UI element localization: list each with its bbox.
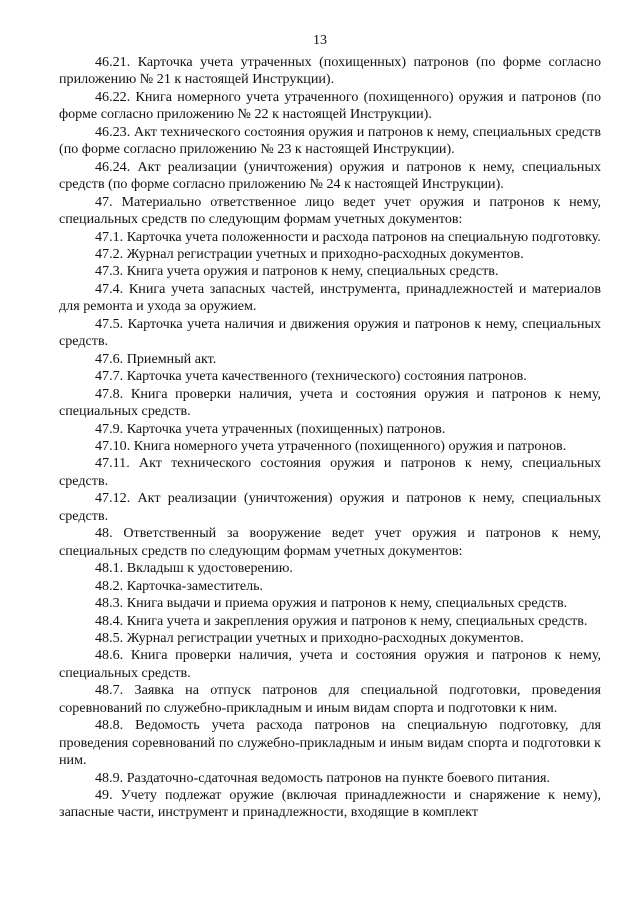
paragraph: 47.9. Карточка учета утраченных (похищенных) патронов. <box>95 420 446 437</box>
page-number: 13 <box>313 33 327 48</box>
paragraph: 47.11. Акт технического состояния оружия и патронов к нему, специальных средств. <box>59 455 601 489</box>
paragraph: 46.24. Акт реализации (уничтожения) оружия и патронов к нему, специальных средств (по форме согласно приложению № 24 к настоящей Инструкции). <box>59 158 601 193</box>
paragraph: 47.4. Книга учета запасных частей, инструмента, принадлежностей и материалов для ремонта и ухода за оружием. <box>59 280 601 315</box>
paragraph: 49. Учету подлежат оружие (включая принадлежности и снаряжение к нему), запасные части, инструмент и принадлежности, входящие в комплект <box>59 787 601 821</box>
paragraph: 48.8. Ведомость учета расхода патронов на специальную подготовку, для проведения соревнований по служебно-прикладным и иным видам спорта и подготовки к ним. <box>59 717 601 769</box>
paragraph: 48.4. Книга учета и закрепления оружия и патронов к нему, специальных средств. <box>95 612 588 629</box>
paragraph: 46.23. Акт технического состояния оружия и патронов к нему, специальных средств (по форме согласно приложению № 23 к настоящей Инструкции). <box>59 123 601 158</box>
paragraph: 48.3. Книга выдачи и приема оружия и патронов к нему, специальных средств. <box>95 595 568 612</box>
paragraph: 48.7. Заявка на отпуск патронов для специальной подготовки, проведения соревнований по служебно-прикладным и иным видам спорта и подготовки к ним. <box>59 682 601 716</box>
paragraph: 48.2. Карточка-заместитель. <box>95 577 264 594</box>
paragraph: 47.12. Акт реализации (уничтожения) оружия и патронов к нему, специальных средств. <box>59 490 601 524</box>
paragraph: 47.7. Карточка учета качественного (технического) состояния патронов. <box>95 368 527 385</box>
paragraph: 48.1. Вкладыш к удостоверению. <box>95 560 293 577</box>
document-body <box>59 54 601 822</box>
paragraph: 48.5. Журнал регистрации учетных и приходно-расходных документов. <box>95 629 524 646</box>
paragraph: 48. Ответственный за вооружение ведет учет оружия и патронов к нему, специальных средств по следующим формам учетных документов: <box>59 525 601 559</box>
paragraph: 47.8. Книга проверки наличия, учета и состояния оружия и патронов к нему, специальных средств. <box>59 385 601 420</box>
paragraph: 48.9. Раздаточно-сдаточная ведомость патронов на пункте боевого питания. <box>95 769 551 786</box>
paragraph: 46.22. Книга номерного учета утраченного (похищенного) оружия и патронов (по форме согласно приложению № 22 к настоящей Инструкции). <box>59 88 601 123</box>
paragraph: 47.2. Журнал регистрации учетных и приходно-расходных документов. <box>95 245 524 262</box>
paragraph: 47.5. Карточка учета наличия и движения оружия и патронов к нему, специальных средств. <box>59 315 601 350</box>
paragraph: 47.1. Карточка учета положенности и расхода патронов на специальную подготовку. <box>95 228 601 245</box>
paragraph: 46.21. Карточка учета утраченных (похищенных) патронов (по форме согласно приложению № 21 к настоящей Инструкции). <box>59 54 601 88</box>
paragraph: 48.6. Книга проверки наличия, учета и состояния оружия и патронов к нему, специальных средств. <box>59 647 601 681</box>
paragraph: 47.3. Книга учета оружия и патронов к нему, специальных средств. <box>95 263 499 280</box>
paragraph: 47. Материально ответственное лицо ведет учет оружия и патронов к нему, специальных средств по следующим формам учетных документов: <box>59 193 601 228</box>
paragraph: 47.10. Книга номерного учета утраченного (похищенного) оружия и патронов. <box>95 437 567 454</box>
paragraph: 47.6. Приемный акт. <box>95 350 217 367</box>
